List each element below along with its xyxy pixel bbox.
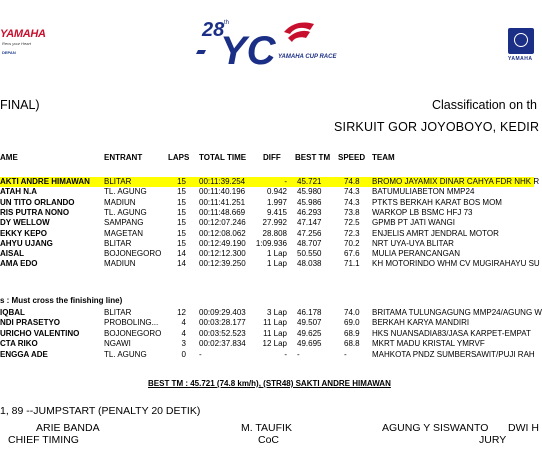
- signature-name-4: DWI H: [508, 422, 539, 434]
- cell-name: EKKY KEPO: [0, 228, 47, 238]
- cell-diff: 3 Lap: [266, 308, 287, 317]
- cell-total: 00:11:39.254: [199, 177, 246, 186]
- cell-diff: 1.997: [266, 197, 287, 207]
- result-row: [0, 350, 534, 360]
- cell-best: -: [297, 349, 300, 359]
- cell-laps: 4: [181, 328, 186, 338]
- cell-entrant: BLITAR: [104, 238, 132, 248]
- cell-total: 00:03:52.523: [199, 328, 246, 338]
- cell-total: 00:11:48.669: [199, 207, 246, 217]
- col-header-speed: SPEED: [338, 153, 366, 162]
- cell-diff: -: [284, 177, 287, 186]
- cell-speed: 70.2: [344, 238, 360, 248]
- result-row: [0, 239, 534, 249]
- cell-diff: 1:09.936: [255, 238, 287, 248]
- cell-name: URICHO VALENTINO: [0, 328, 80, 338]
- cell-entrant: MADIUN: [104, 197, 136, 207]
- cell-entrant: NGAWI: [104, 339, 131, 349]
- cell-name: IQBAL: [0, 308, 25, 317]
- yamaha-logo-right-wordmark: YAMAHA: [508, 56, 533, 62]
- cell-team: BATUMULIABETON MMP24: [372, 187, 475, 197]
- cell-diff: 28.808: [262, 228, 287, 238]
- cell-name: DY WELLOW: [0, 218, 50, 228]
- cell-speed: 71.1: [344, 259, 360, 269]
- result-row: [0, 308, 542, 318]
- cell-name: AISAL: [0, 249, 24, 259]
- cell-name: NDI PRASETYO: [0, 318, 61, 328]
- cell-team: MKRT MADU KRISTAL YMRVF: [372, 339, 485, 349]
- cup-race-words: YAMAHA CUP RACE: [278, 54, 337, 60]
- cell-entrant: TL. AGUNG: [104, 187, 147, 197]
- cell-entrant: PROBOLING...: [104, 318, 159, 328]
- cell-laps: 15: [177, 218, 186, 228]
- cell-best: 46.293: [297, 207, 322, 217]
- cell-diff: 11 Lap: [263, 318, 287, 328]
- cup-race-mark: YC: [220, 29, 276, 73]
- cell-laps: 3: [181, 339, 186, 349]
- signature-name-2: M. TAUFIK: [241, 422, 292, 434]
- signature-name-3: AGUNG Y SISWANTO: [382, 422, 489, 434]
- cell-name: ATAH N.A: [0, 187, 38, 197]
- cell-diff: 1 Lap: [266, 249, 287, 259]
- cell-best: 49.507: [297, 318, 322, 328]
- signature-role-2: CoC: [258, 434, 280, 446]
- result-row: [0, 198, 534, 208]
- cell-speed: 68.8: [344, 339, 360, 349]
- cell-speed: 67.6: [344, 249, 360, 259]
- result-row: [0, 177, 540, 187]
- cell-laps: 12: [177, 308, 186, 317]
- cell-name: UN TITO ORLANDO: [0, 197, 75, 207]
- cell-speed: 69.0: [344, 318, 360, 328]
- cell-diff: -: [284, 349, 287, 359]
- col-header-laps: LAPS: [168, 153, 190, 162]
- cell-best: 48.707: [297, 238, 322, 248]
- cell-best: 45.986: [297, 197, 322, 207]
- cell-total: 00:03:28.177: [199, 318, 246, 328]
- cell-name: AMA EDO: [0, 259, 38, 269]
- cell-entrant: SAMPANG: [104, 218, 144, 228]
- cell-best: 47.147: [297, 218, 322, 228]
- cell-diff: 9.415: [266, 207, 287, 217]
- cell-entrant: BLITAR: [104, 308, 132, 317]
- cell-speed: 72.3: [344, 228, 360, 238]
- cup-race-emblem: [196, 14, 336, 72]
- yamaha-logo-left: [0, 22, 46, 68]
- cell-total: 00:12:49.190: [199, 238, 246, 248]
- cup-race-suffix: th: [224, 20, 230, 26]
- cell-speed: 74.3: [344, 187, 360, 197]
- cell-diff: 27.992: [262, 218, 287, 228]
- result-row: [0, 208, 534, 218]
- yamaha-logo-wordmark: YAMAHA: [0, 28, 46, 40]
- col-header-entrant: ENTRANT: [104, 153, 143, 162]
- col-header-total-time: TOTAL TIME: [199, 153, 247, 162]
- cell-laps: 14: [177, 259, 186, 269]
- yamaha-cup-race-logo: [196, 14, 336, 72]
- result-row: [0, 329, 534, 339]
- cell-laps: 4: [181, 318, 186, 328]
- cell-team: KH MOTORINDO WHM CV MUGIRAHAYU SU: [372, 259, 540, 269]
- cell-entrant: BOJONEGORO: [104, 328, 162, 338]
- cell-best: 49.695: [297, 339, 322, 349]
- cell-team: WARKOP LB BSMC HFJ 73: [372, 207, 473, 217]
- cell-diff: 0.942: [266, 187, 287, 197]
- cell-entrant: BOJONEGORO: [104, 249, 162, 259]
- result-row: [0, 249, 534, 259]
- cell-best: 46.178: [297, 308, 322, 317]
- cell-entrant: TL. AGUNG: [104, 207, 147, 217]
- yamaha-logo-sub: DEPAN: [2, 50, 16, 55]
- cell-total: 00:09:29.403: [199, 308, 246, 317]
- cell-speed: -: [344, 349, 347, 359]
- cell-best: 45.721: [297, 177, 322, 186]
- cell-team: MAHKOTA PNDZ SUMBERSAWIT/PUJI RAH: [372, 349, 535, 359]
- cell-speed: 74.8: [344, 177, 360, 186]
- cell-total: -: [199, 349, 202, 359]
- cell-best: 47.256: [297, 228, 322, 238]
- cell-laps: 14: [177, 249, 186, 259]
- cell-entrant: BLITAR: [104, 177, 132, 186]
- cell-total: 00:12:39.250: [199, 259, 246, 269]
- session-title: FINAL): [0, 98, 40, 112]
- col-header-name: AME: [0, 153, 18, 162]
- yamaha-logo-tagline: Revs your Heart: [2, 41, 31, 46]
- signature-name-1: ARIE BANDA: [36, 422, 100, 434]
- cell-laps: 15: [177, 187, 186, 197]
- cell-speed: 68.9: [344, 328, 360, 338]
- cell-total: 00:02:37.834: [199, 339, 246, 349]
- cell-team: BROMO JAYAMIX DINAR CAHYA FDR NHK R: [372, 177, 540, 186]
- cell-team: BERKAH KARYA MANDIRI: [372, 318, 470, 328]
- result-row: [0, 259, 540, 269]
- cell-team: ENJELIS AMRT JENDRAL MOTOR: [372, 228, 499, 238]
- cell-team: GPMB PT JATI WANGI: [372, 218, 455, 228]
- cell-team: PTKTS BERKAH KARAT BOS MOM: [372, 197, 502, 207]
- signature-role-1: CHIEF TIMING: [8, 434, 79, 446]
- cell-entrant: TL. AGUNG: [104, 349, 147, 359]
- cell-diff: 12 Lap: [262, 339, 287, 349]
- cell-speed: 74.0: [344, 308, 360, 317]
- cell-speed: 74.3: [344, 197, 360, 207]
- cell-laps: 15: [177, 228, 186, 238]
- best-lap-summary: BEST TM : 45.721 (74.8 km/h), (STR48) SAKTI ANDRE HIMAWAN: [148, 379, 391, 388]
- result-row: [0, 187, 534, 197]
- cell-total: 00:11:40.196: [199, 187, 246, 197]
- cell-speed: 73.8: [344, 207, 360, 217]
- col-header-best-tm: BEST TM: [295, 153, 331, 162]
- cell-laps: 0: [181, 349, 186, 359]
- cell-laps: 15: [177, 177, 186, 186]
- cell-laps: 15: [177, 197, 186, 207]
- result-row: [0, 218, 534, 228]
- cell-name: ENGGA ADE: [0, 349, 48, 359]
- cell-laps: 15: [177, 238, 186, 248]
- cell-name: AHYU UJANG: [0, 238, 53, 248]
- cell-total: 00:12:12.300: [199, 249, 246, 259]
- cell-name: RIS PUTRA NONO: [0, 207, 70, 217]
- signature-role-3: JURY: [479, 434, 507, 446]
- cell-best: 49.625: [297, 328, 322, 338]
- cell-name: CTA RIKO: [0, 339, 38, 349]
- cell-total: 00:12:08.062: [199, 228, 246, 238]
- cell-entrant: MADIUN: [104, 259, 136, 269]
- cell-total: 00:11:41.251: [199, 197, 246, 207]
- cell-entrant: MAGETAN: [104, 228, 143, 238]
- circuit-name: SIRKUIT GOR JOYOBOYO, KEDIR: [334, 120, 540, 134]
- not-classified-label: s : Must cross the finishing line): [0, 296, 123, 305]
- cell-team: HKS NUANSADIA83/JASA KARPET-EMPAT: [372, 328, 531, 338]
- cell-speed: 72.5: [344, 218, 360, 228]
- col-header-team: TEAM: [372, 153, 395, 162]
- cell-diff: 1 Lap: [266, 259, 287, 269]
- yamaha-logo-right: [506, 26, 534, 66]
- col-header-diff: DIFF: [263, 153, 281, 162]
- cell-best: 48.038: [297, 259, 322, 269]
- result-row: [0, 318, 534, 328]
- cell-total: 00:12:07.246: [199, 218, 246, 228]
- tuning-fork-icon: [508, 28, 534, 54]
- cell-best: 45.980: [297, 187, 322, 197]
- classification-title: Classification on th: [432, 98, 537, 112]
- cell-name: AKTI ANDRE HIMAWAN: [0, 177, 90, 186]
- result-row: [0, 229, 534, 239]
- cup-race-number: 28: [202, 19, 225, 41]
- cell-best: 50.550: [297, 249, 322, 259]
- cell-diff: 11 Lap: [263, 328, 287, 338]
- result-row: [0, 339, 534, 349]
- cell-team: NRT UYA-UYA BLITAR: [372, 238, 454, 248]
- cell-team: BRITAMA TULUNGAGUNG MMP24/AGUNG W: [372, 308, 542, 317]
- penalty-note: 1, 89 --JUMPSTART (PENALTY 20 DETIK): [0, 405, 201, 417]
- cell-team: MULIA PERANCANGAN: [372, 249, 461, 259]
- cell-laps: 15: [177, 207, 186, 217]
